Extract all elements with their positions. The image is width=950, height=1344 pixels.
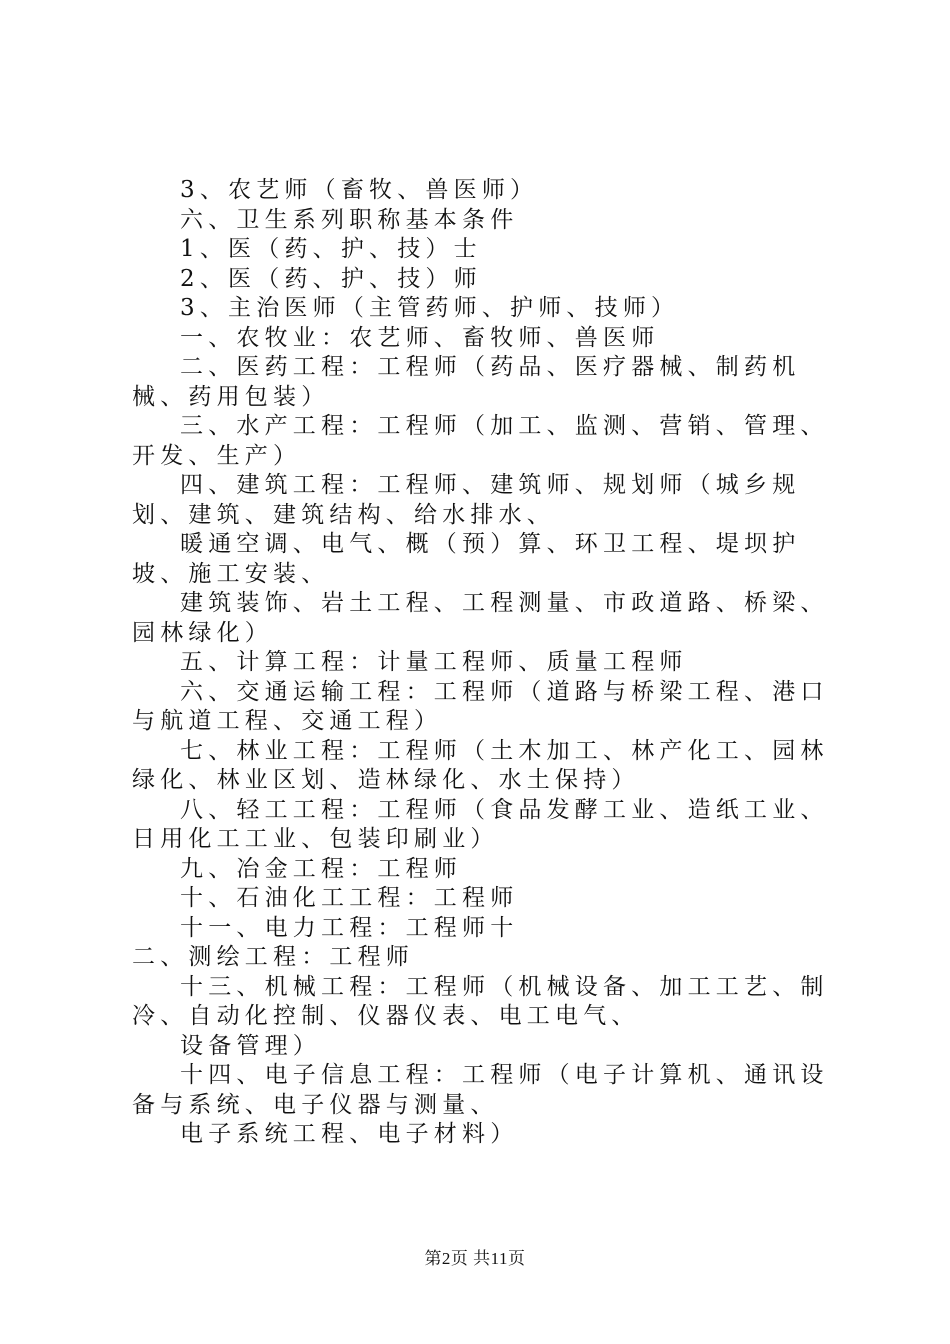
paragraph: 1、医（药、护、技）士 [180, 236, 482, 262]
page-number: 第2页 共11页 [424, 1249, 526, 1268]
paragraph: 八、轻工工程：工程师（食品发酵工业、造纸工业、日用化工工业、包装印刷业） [132, 796, 829, 852]
paragraph: 一、农牧业：农艺师、畜牧师、兽医师 [180, 324, 660, 351]
paragraph: 建筑装饰、岩土工程、工程测量、市政道路、桥梁、园林绿化） [132, 590, 829, 646]
paragraph: 十四、电子信息工程：工程师（电子计算机、通讯设备与系统、电子仪器与测量、 [132, 1062, 829, 1118]
document-body [132, 176, 852, 1150]
paragraph: 十一、电力工程：工程师十 [180, 914, 519, 941]
paragraph: 十三、机械工程：工程师（机械设备、加工工艺、制冷、自动化控制、仪器仪表、电工电气、 [132, 973, 829, 1029]
paragraph: 电子系统工程、电子材料） [180, 1121, 519, 1147]
paragraph: 九、冶金工程：工程师 [180, 855, 462, 882]
paragraph: 三、水产工程：工程师（加工、监测、营销、管理、开发、生产） [132, 413, 829, 469]
paragraph: 3、农艺师（畜牧、兽医师） [180, 177, 539, 203]
paragraph: 暖通空调、电气、概（预）算、环卫工程、堤坝护坡、施工安装、 [132, 531, 801, 587]
paragraph: 设备管理） [180, 1032, 321, 1059]
paragraph: 六、交通运输工程：工程师（道路与桥梁工程、港口与航道工程、交通工程） [132, 678, 829, 734]
paragraph: 四、建筑工程：工程师、建筑师、规划师（城乡规划、建筑、建筑结构、给水排水、 [132, 472, 801, 528]
paragraph: 3、主治医师（主管药师、护师、技师） [180, 295, 680, 321]
paragraph: 十、石油化工工程：工程师 [180, 885, 519, 911]
paragraph: 二、医药工程：工程师（药品、医疗器械、制药机械、药用包装） [132, 354, 801, 410]
paragraph: 二、测绘工程：工程师 [132, 944, 414, 970]
paragraph: 七、林业工程：工程师（土木加工、林产化工、园林绿化、林业区划、造林绿化、水土保持） [132, 737, 829, 793]
paragraph: 六、卫生系列职称基本条件 [180, 206, 519, 233]
paragraph: 五、计算工程：计量工程师、质量工程师 [180, 649, 688, 675]
paragraph: 2、医（药、护、技）师 [180, 265, 482, 292]
